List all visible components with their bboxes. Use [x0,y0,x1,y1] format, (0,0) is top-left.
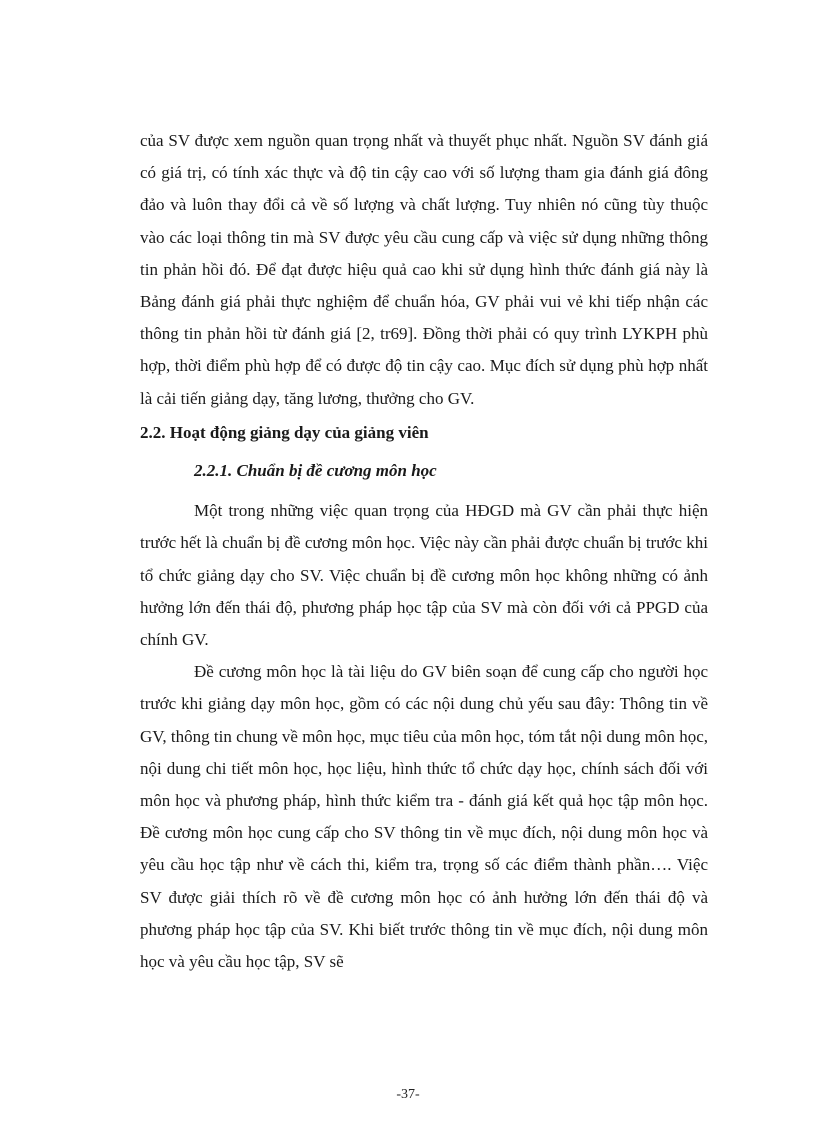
paragraph-1: của SV được xem nguồn quan trọng nhất và thuyết phục nhất. Nguồn SV đánh giá có giá trị, có tính xác thực và độ tin cậy cao với số lượng tham gia đánh giá đông đảo và luôn thay đổi cả về số lượng và chất lượng. Tuy nhiên nó cũng tùy thuộc vào các loại thông tin mà SV được yêu cầu cung cấp và việc sử dụng những thông tin phản hồi đó. Để đạt được hiệu quả cao khi sử dụng hình thức đánh giá này là Bảng đánh giá phải thực nghiệm để chuẩn hóa, GV phải vui vẻ khi tiếp nhận các thông tin phản hồi từ đánh giá [2, tr69]. Đồng thời phải có quy trình LYKPH phù hợp, thời điểm phù hợp để có được độ tin cậy cao. Mục đích sử dụng phù hợp nhất là cải tiến giảng dạy, tăng lương, thưởng cho GV. [140,131,708,408]
paragraph-3: Đề cương môn học là tài liệu do GV biên soạn để cung cấp cho người học trước khi giảng dạy môn học, gồm có các nội dung chủ yếu sau đây: Thông tin về GV, thông tin chung về môn học, mục tiêu của môn học, tóm tắt nội dung môn học, nội dung chi tiết môn học, học liệu, hình thức tổ chức dạy học, chính sách đối với môn học và phương pháp, hình thức kiểm tra - đánh giá kết quả học tập môn học. Đề cương môn học cung cấp cho SV thông tin về mục đích, nội dung môn học và yêu cầu học tập như về cách thi, kiểm tra, trọng số các điểm thành phần…. Việc SV được giải thích rõ về đề cương môn học có ảnh hưởng lớn đến thái độ và phương pháp học tập của SV. Khi biết trước thông tin về mục đích, nội dung môn học và yêu cầu học tập, SV sẽ [140,662,708,972]
subsection-heading: 2.2.1. Chuẩn bị đề cương môn học [194,461,437,481]
paragraph-2: Một trong những việc quan trọng của HĐGD mà GV cần phải thực hiện trước hết là chuẩn bị đề cương môn học. Việc này cần phải được chuẩn bị trước khi tổ chức giảng dạy cho SV. Việc chuẩn bị đề cương môn học không những có ảnh hưởng lớn đến thái độ, phương pháp học tập của SV mà còn đối với cả PPGD của chính GV. [140,501,708,650]
page-number: -37- [396,1087,420,1102]
page-body [140,125,708,978]
section-heading: 2.2. Hoạt động giảng dạy của giảng viên [140,422,429,442]
